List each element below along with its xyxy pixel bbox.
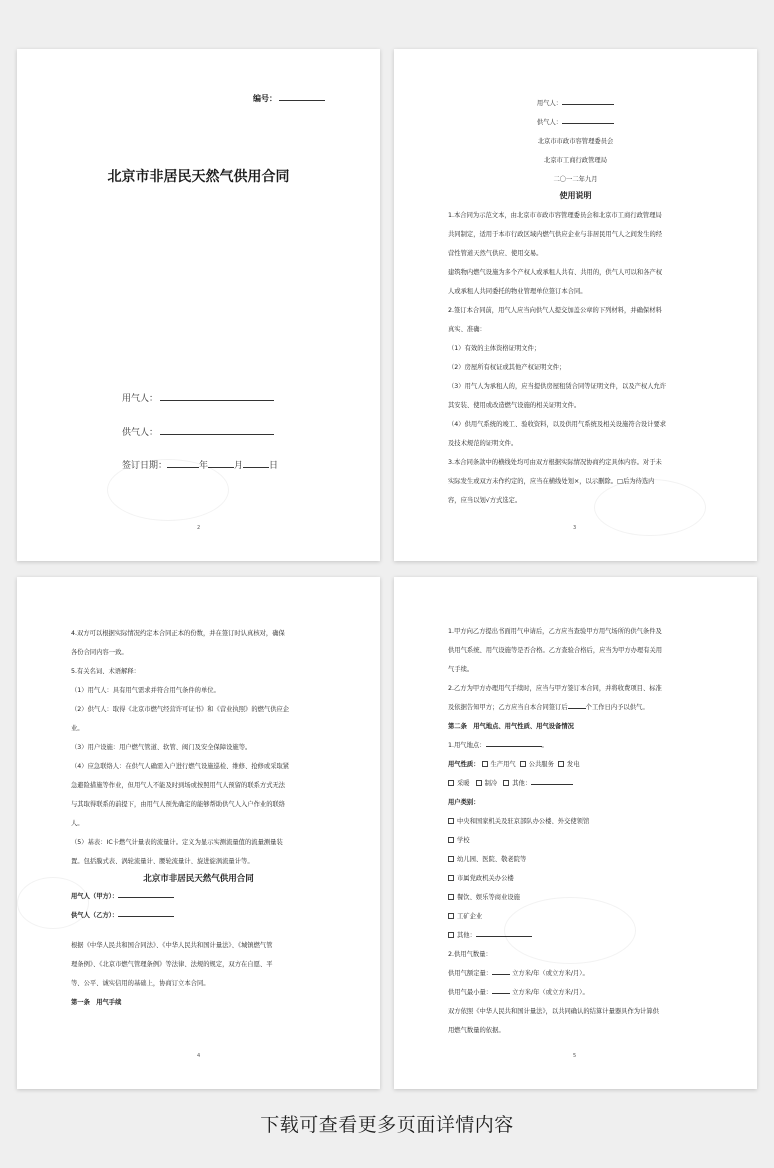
category-label: 用户类别：: [448, 799, 480, 806]
location-end: 。: [541, 742, 548, 749]
org-line-1: 北京市市政市容管理委员会: [537, 138, 614, 145]
nature-line-2: [448, 774, 662, 793]
text-line: 与其取得联系的前提下，由用气人预先确定的能够帮助供气人入户作业的联络: [71, 801, 286, 808]
option-label: 公共服务: [528, 761, 554, 768]
text-line: 及技术规范的证明文件。: [448, 440, 518, 447]
option-label: 学校: [457, 837, 470, 844]
gas-supplier-field: [122, 425, 274, 438]
cover-parties: [394, 94, 757, 189]
watermark: [17, 877, 89, 929]
option-label: 市属党政机关办公楼: [457, 875, 514, 882]
text-line: 其安装、使用或改造燃气设施的相关证明文件。: [448, 402, 581, 409]
option-label: 幼儿园、医院、敬老院等: [457, 856, 527, 863]
party-a-label: 用气人（甲方）：: [71, 893, 119, 900]
contract-title: 北京市非居民天然气供用合同: [143, 874, 254, 884]
min-unit: 立方米/年（或立方米/月）。: [512, 989, 589, 996]
articles-body: [448, 622, 662, 1040]
text-line: （1）用气人：具有用气需求并符合用气条件的单位。: [71, 687, 220, 694]
text-line: 用燃气数量的依据。: [448, 1027, 505, 1034]
page-title: 北京市非居民天然气供用合同: [107, 169, 290, 185]
text-line: （2）供气人：取得《北京市燃气经营许可证书》和《营业执照》的燃气供应企: [71, 706, 290, 713]
option-label: 中央和国家机关及驻京部队办公楼、外交使领馆: [457, 818, 590, 825]
text-line: 各份合同内容一致。: [71, 649, 128, 656]
text-line: （4）供用气系统的竣工、验收资料，以及供用气系统及相关设施符合设计要求: [448, 421, 667, 428]
text-line: （3）用户设施：用户燃气管道、软管、阀门及安全保障设施等。: [71, 744, 252, 751]
text-line: 供用气系统、用气设施等是否合格。乙方查验合格后，应当为甲方办理有关用: [448, 647, 663, 654]
text-line: 气手续。: [448, 666, 474, 673]
gas-supplier-blank: [160, 427, 274, 435]
issue-date: 二〇一二年九月: [553, 176, 598, 183]
text-line: （1）有效的主体资格证明文件；: [448, 345, 541, 352]
instructions-body: [448, 206, 666, 510]
text-line: 3.本合同条款中的横线处均可由双方根据实际情况协商约定具体内容。对于未: [448, 459, 662, 466]
page-articles: [394, 577, 757, 1089]
checkbox[interactable]: [448, 856, 454, 862]
other-blank: [531, 778, 573, 785]
checkbox[interactable]: [476, 780, 482, 786]
download-more-banner[interactable]: 下载可查看更多页面详情内容: [260, 1114, 514, 1136]
checkbox[interactable]: [448, 913, 454, 919]
text-line: 2.签订本合同前，用气人应当向供气人提交加盖公章的下列材料，并确保材料: [448, 307, 662, 314]
gas-user-line: [394, 94, 757, 113]
contract-number-label: 编号：: [253, 94, 277, 103]
org-line-2: 北京市工商行政管理局: [544, 157, 607, 164]
text-line: 根据《中华人民共和国合同法》、《中华人民共和国计量法》、《城镇燃气管: [71, 942, 273, 949]
gas-supplier-blank: [562, 117, 614, 124]
page-number: 4: [197, 1053, 201, 1059]
option-label: 制冷: [484, 780, 498, 787]
category-item: [448, 850, 662, 869]
sign-date-label: 签订日期：: [122, 461, 168, 471]
checkbox[interactable]: [448, 780, 454, 786]
location-label: 1.用气地点：: [448, 742, 486, 749]
party-b-label: 供气人（乙方）：: [71, 912, 119, 919]
option-label: 其他：: [457, 932, 476, 939]
checkbox[interactable]: [482, 761, 488, 767]
min-volume-line: [448, 983, 662, 1002]
checkbox[interactable]: [448, 894, 454, 900]
option-label: 发电: [566, 761, 580, 768]
article-heading: 第二条 用气地点、用气性质、用气设备情况: [448, 723, 574, 730]
checkbox[interactable]: [448, 932, 454, 938]
min-blank: [492, 987, 510, 994]
watermark: [504, 897, 636, 964]
party-a-blank: [118, 891, 174, 898]
text-line: [448, 698, 662, 717]
contract-number-blank: [279, 93, 325, 101]
rated-label: 供用气额定量：: [448, 970, 493, 977]
text-line: 2.供用气数量：: [448, 951, 492, 958]
gas-supplier-label: 供气人：: [122, 428, 159, 438]
day-label: 日: [269, 461, 279, 471]
page-number: 2: [197, 525, 201, 531]
watermark: [107, 459, 229, 521]
text-line: 5.有关名词、术语解释：: [71, 668, 140, 675]
text-line: （5）基表：IC卡燃气计量表的流量计。定义为显示实测流量值的流量测量装: [71, 839, 283, 846]
checkbox[interactable]: [448, 818, 454, 824]
option-label: 工矿企业: [457, 913, 483, 920]
text-line: 理条例》、《北京市燃气管理条例》等法律、法规的规定，双方在自愿、平: [71, 961, 273, 968]
text-line: 真实、准确：: [448, 326, 486, 333]
gas-supplier-label: 供气人：: [536, 119, 563, 126]
gas-user-blank: [562, 98, 614, 105]
checkbox[interactable]: [520, 761, 526, 767]
option-label: 采暖: [457, 780, 470, 787]
gas-supplier-line: [394, 113, 757, 132]
text-line: 双方依照《中华人民共和国计量法》，以共同确认的结算计量器具作为计算供: [448, 1008, 659, 1015]
text-line: 等、公平、诚实信用的基础上，协商订立本合同。: [71, 980, 210, 987]
category-item: [448, 831, 662, 850]
text-span: 个工作日内予以供气。: [585, 704, 649, 711]
location-line: [448, 736, 662, 755]
text-line: 营性管道天然气供应、使用交易。: [448, 250, 543, 257]
text-line: 置。包括膜式表、涡轮流量计、腰轮流量计、旋进旋涡流量计等。: [71, 858, 254, 865]
definitions-body: [71, 624, 289, 871]
text-line: 4.双方可以根据实际情况约定本合同正本的份数，并在签订时认真核对，确保: [71, 630, 285, 637]
text-line: 1.甲方向乙方提出书面用气申请后，乙方应当查验甲方用气场所的供气条件及: [448, 628, 662, 635]
preamble-body: [71, 936, 273, 1012]
gas-user-field: [122, 391, 274, 404]
gas-user-label: 用气人：: [122, 394, 159, 404]
text-span: 及依据告知甲方；乙方应当自本合同签订后: [448, 704, 568, 711]
checkbox[interactable]: [503, 780, 509, 786]
text-line: 1.本合同为示范文本，由北京市市政市容管理委员会和北京市工商行政管理局: [448, 212, 662, 219]
page-cover: [17, 49, 380, 561]
party-b-blank: [118, 910, 174, 917]
text-line: 容，应当以划√方式选定。: [448, 497, 522, 504]
text-line: （4）应急联络人：在供气人确需入户进行燃气设施巡检、维修、抢修或采取紧: [71, 763, 290, 770]
text-line: 实际发生或双方未作约定的，应当在横线处划×，以示删除。□后为待选内: [448, 478, 655, 485]
text-line: 急避险措施等作业，但用气人不能及时到场或按照用气人预留的联系方式无法: [71, 782, 286, 789]
gas-user-blank: [160, 393, 274, 401]
page-instructions: [394, 49, 757, 561]
text-line: 2.乙方为甲方办理用气手续时，应当与甲方签订本合同，并将收费项目、标准: [448, 685, 662, 692]
year-label: 年: [199, 461, 209, 471]
rated-volume-line: [448, 964, 662, 983]
checkbox[interactable]: [558, 761, 564, 767]
option-label: 餐饮、娱乐等商业设施: [457, 894, 520, 901]
gas-user-label: 用气人：: [536, 100, 563, 107]
text-line: （3）用气人为承租人的，应当提供房屋租赁合同等证明文件，以及产权人允许: [448, 383, 667, 390]
article-heading: 第一条 用气手续: [71, 999, 122, 1006]
text-line: 共同制定，适用于本市行政区域内燃气供应企业与非居民用气人之间发生的经: [448, 231, 663, 238]
rated-unit: 立方米/年（或立方米/月）。: [512, 970, 589, 977]
days-blank: [568, 702, 586, 709]
category-item: [448, 812, 662, 831]
option-label: 其他：: [512, 780, 532, 787]
page-number: 5: [573, 1053, 577, 1059]
day-blank: [243, 460, 269, 468]
category-item: [448, 869, 662, 888]
min-label: 供用气最小量：: [448, 989, 493, 996]
page-number: 3: [573, 525, 577, 531]
month-blank: [208, 460, 234, 468]
text-line: 业。: [71, 725, 84, 732]
checkbox[interactable]: [448, 875, 454, 881]
text-line: 建筑物内燃气设施为多个产权人或承租人共有、共用的，供气人可以和各产权: [448, 269, 663, 276]
text-line: 人或承租人共同委托的物业管理单位签订本合同。: [448, 288, 587, 295]
section-title: 使用说明: [559, 191, 592, 200]
location-blank: [486, 740, 542, 747]
nature-line: [448, 755, 662, 774]
rated-blank: [492, 968, 510, 975]
page-definitions: [17, 577, 380, 1089]
month-label: 月: [234, 461, 244, 471]
watermark: [594, 479, 706, 536]
option-label: 生产用气: [490, 761, 516, 768]
checkbox[interactable]: [448, 837, 454, 843]
text-line: （2）房屋所有权证或其他产权证明文件；: [448, 364, 566, 371]
contract-number-field: [253, 93, 325, 104]
text-line: 人。: [71, 820, 84, 827]
nature-label: 用气性质：: [448, 761, 480, 768]
